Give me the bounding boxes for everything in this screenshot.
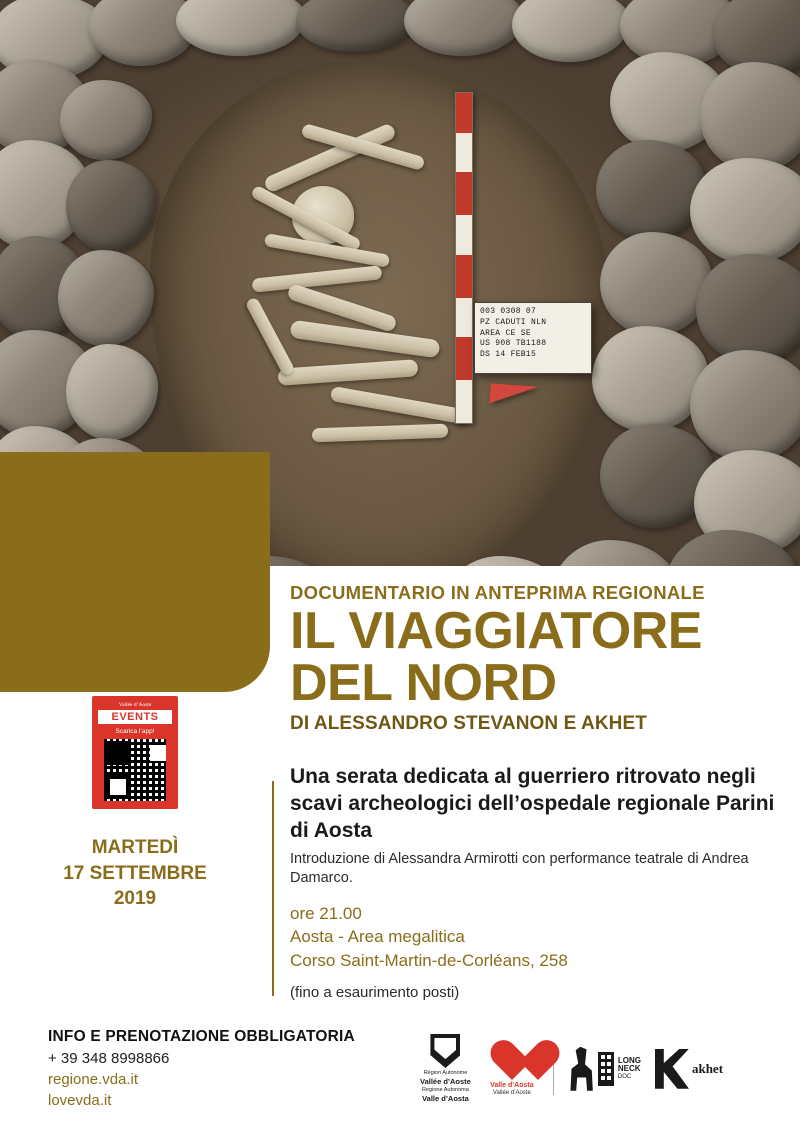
event-title-line-1: IL VIAGGIATORE bbox=[290, 602, 702, 660]
longneck-text-3: DOC bbox=[617, 1074, 632, 1081]
heart-logo-text-2: Vallée d’Aoste bbox=[492, 1090, 531, 1097]
event-logistics bbox=[290, 902, 780, 972]
rock bbox=[696, 254, 800, 364]
film-strip-icon bbox=[598, 1052, 614, 1086]
logo-text-it-bold: Valle d’Aosta bbox=[422, 1093, 469, 1103]
qr-code-icon[interactable] bbox=[104, 739, 166, 801]
label-line: PZ CADUTI NLN bbox=[480, 317, 547, 327]
contact-info bbox=[48, 1028, 355, 1109]
north-arrow-icon bbox=[489, 383, 538, 406]
info-site-2[interactable]: lovevda.it bbox=[48, 1092, 112, 1109]
event-subtitle: DI ALESSANDRO STEVANON E AKHET bbox=[290, 712, 647, 734]
label-line: DS 14 FEB15 bbox=[480, 350, 537, 360]
info-site-1[interactable]: regione.vda.it bbox=[48, 1071, 139, 1088]
qr-card-events-label: EVENTS bbox=[98, 710, 172, 724]
rock bbox=[690, 350, 800, 462]
vda-events-app-card[interactable] bbox=[92, 696, 178, 809]
vertical-divider bbox=[272, 781, 274, 996]
brand-block-extension bbox=[0, 452, 270, 692]
event-details bbox=[290, 582, 780, 1001]
event-title-line-2: DEL NORD bbox=[290, 654, 557, 713]
event-weekday: MARTEDÌ bbox=[91, 837, 179, 859]
label-line: AREA CE SE bbox=[480, 328, 532, 338]
partner-logos bbox=[420, 1034, 723, 1104]
event-time: ore 21.00 bbox=[290, 904, 362, 924]
heart-logo-text-1: Valle d’Aosta bbox=[490, 1081, 534, 1089]
label-line: US 908 TB1188 bbox=[480, 339, 547, 349]
qr-card-download-label: Scarica l’app! bbox=[115, 728, 155, 736]
event-date bbox=[0, 835, 270, 912]
event-address: Corso Saint-Martin-de-Corléans, 258 bbox=[290, 950, 568, 970]
longneck-text-2: NECK bbox=[617, 1064, 641, 1074]
coat-of-arms-icon bbox=[430, 1034, 460, 1068]
long-neck-doc-logo bbox=[568, 1047, 641, 1091]
heart-icon bbox=[485, 1040, 539, 1080]
logo-text-fr-bold: Vallée d’Aoste bbox=[420, 1076, 471, 1086]
info-phone: + 39 348 8998866 bbox=[48, 1050, 170, 1067]
rock bbox=[690, 158, 800, 264]
event-venue: Aosta - Area megalitica bbox=[290, 927, 465, 947]
excavation-label-card bbox=[474, 302, 592, 374]
akhet-logo bbox=[655, 1049, 723, 1089]
region-autonome-vallee-daoste-logo bbox=[420, 1034, 471, 1104]
logo-text-it: Regione Autonoma bbox=[422, 1086, 469, 1093]
event-day-month: 17 SETTEMBRE bbox=[63, 862, 207, 884]
logo-text-fr: Région Autonome bbox=[423, 1070, 468, 1076]
giraffe-icon bbox=[568, 1047, 594, 1091]
valle-daosta-heart-logo bbox=[485, 1040, 539, 1098]
event-description: Una serata dedicata al guerriero ritrovato negli scavi archeologici dell’ospedale regionale Parini di Aosta bbox=[290, 764, 775, 843]
event-kicker: DOCUMENTARIO IN ANTEPRIMA REGIONALE bbox=[290, 582, 705, 603]
info-title: INFO E PRENOTAZIONE OBBLIGATORIA bbox=[48, 1028, 355, 1045]
event-intro: Introduzione di Alessandra Armirotti con performance teatrale di Andrea Damarco. bbox=[290, 850, 749, 886]
qr-card-brand: Vallée d’Aoste bbox=[118, 702, 152, 708]
rock bbox=[700, 62, 800, 172]
label-line: 003 0308 07 bbox=[480, 307, 537, 316]
longneck-text-1: LONG bbox=[617, 1055, 641, 1065]
akhet-label: akhet bbox=[691, 1060, 724, 1076]
event-year: 2019 bbox=[113, 888, 157, 910]
event-note: (fino a esaurimento posti) bbox=[290, 984, 460, 1002]
akhet-k-icon bbox=[655, 1049, 689, 1089]
poster-footer bbox=[0, 1012, 800, 1126]
photo-scale-bar bbox=[455, 92, 473, 424]
left-column bbox=[0, 696, 270, 912]
